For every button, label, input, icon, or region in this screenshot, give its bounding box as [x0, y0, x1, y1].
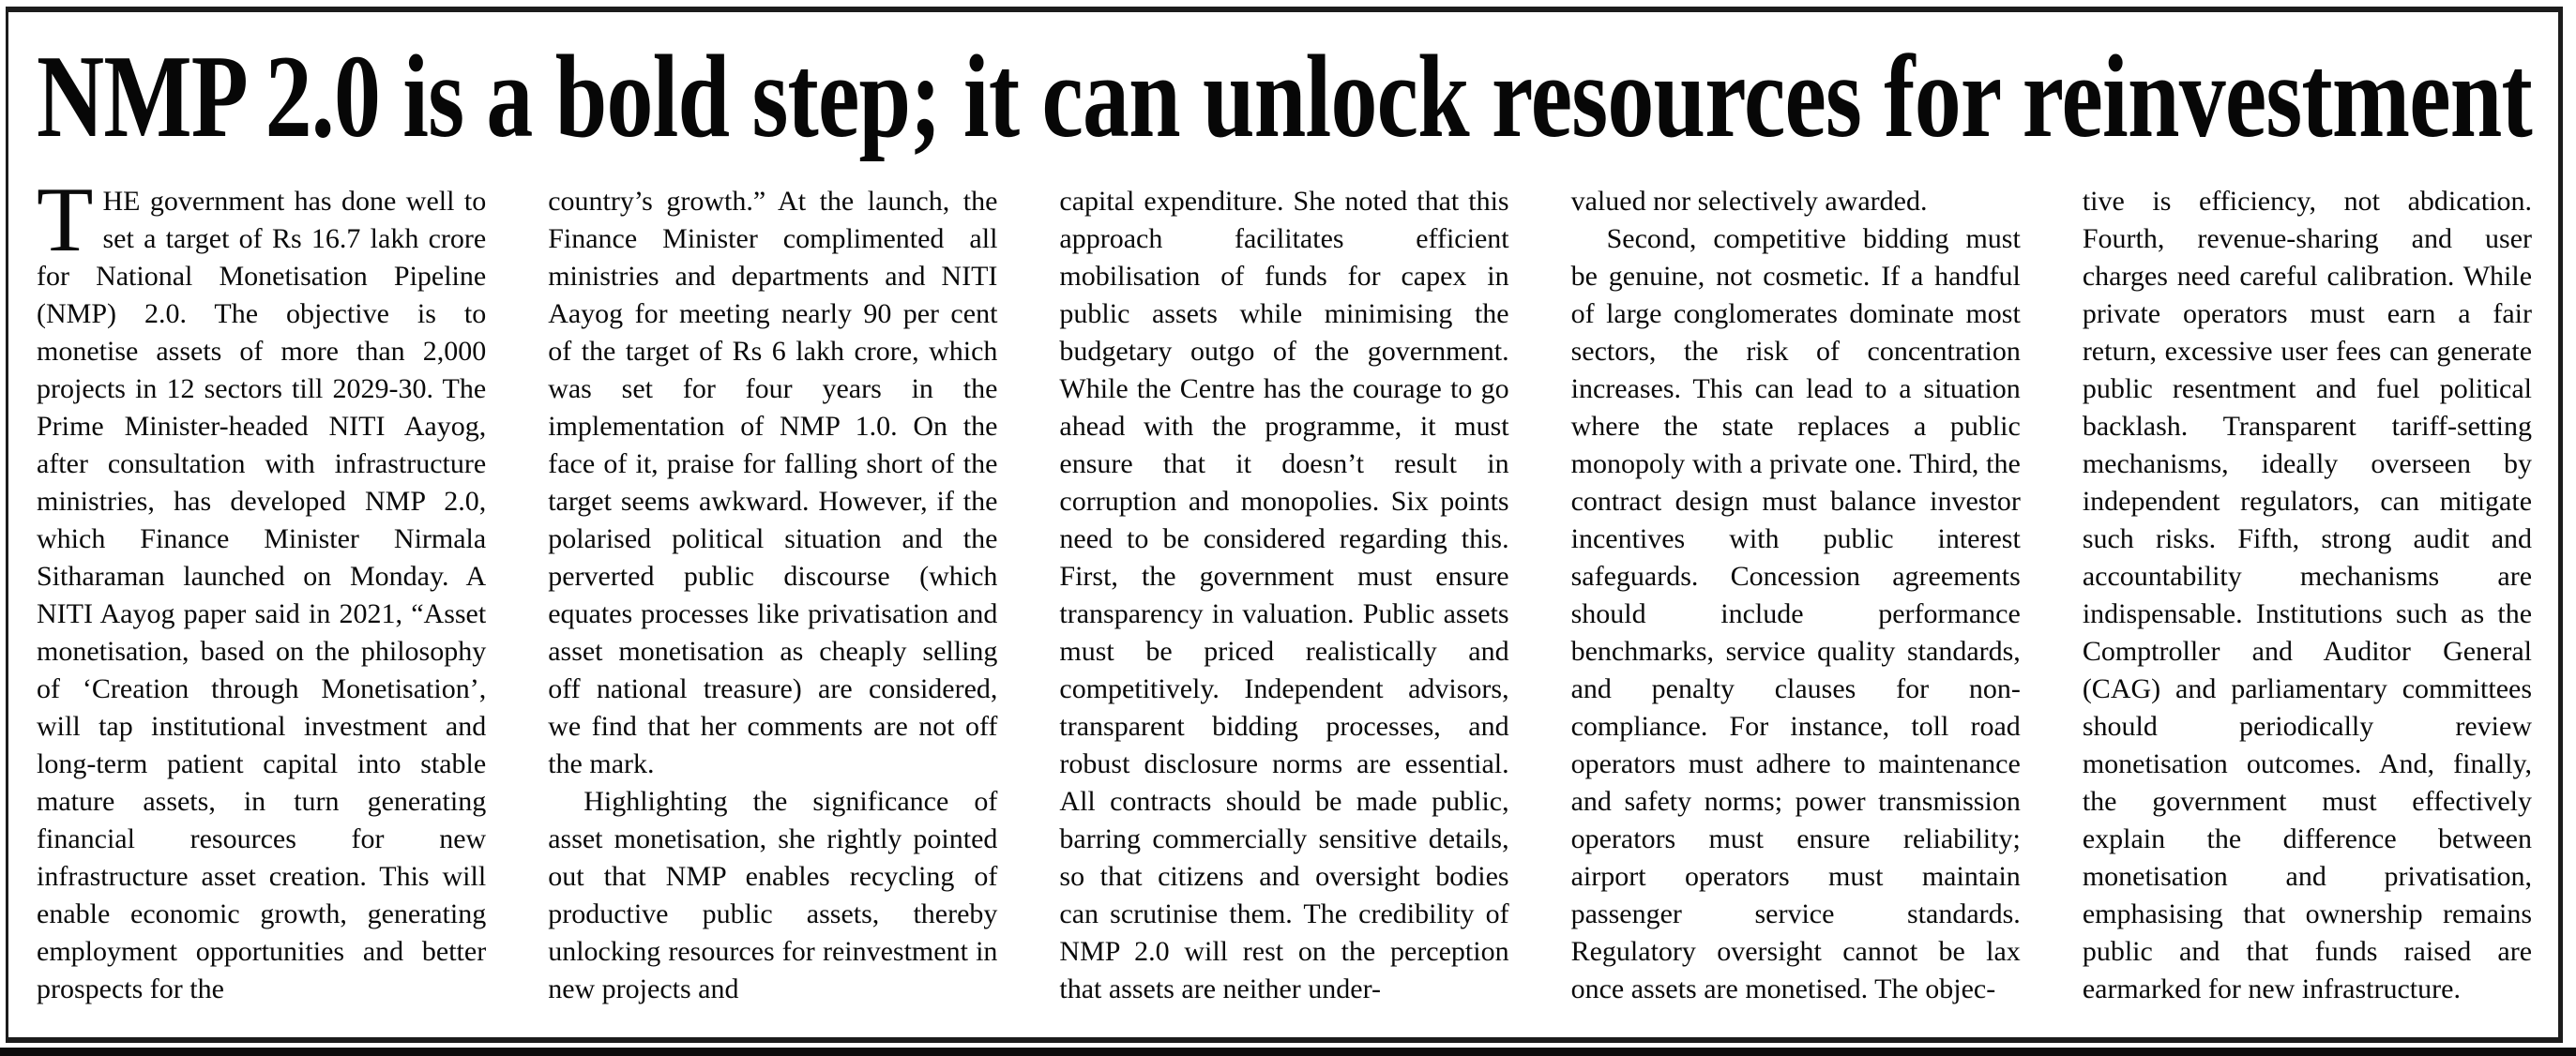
- paragraph: [2083, 183, 2532, 1008]
- paragraph-text: Second, competitive bidding must be genuine, not cosmetic. If a handful of large conglomerates dominate most sectors, the risk of concentration increases. This can lead to a situation where the state replaces a public monopoly with a private one. Third, the contract design must balance investor incentives with public interest safeguards. Concession agreements should include performance benchmarks, service quality standards, and penalty clauses for non-compliance. For instance, toll road operators must adhere to maintenance and safety norms; power transmission operators must ensure reliability; airport operators must maintain passenger service standards. Regulatory oversight cannot be lax once assets are monetised. The objec-: [1570, 223, 2021, 1004]
- paragraph: [548, 183, 997, 783]
- paragraph-text: country’s growth.” At the launch, the Finance Minister complimented all ministries and departments and NITI Aayog for meeting nearly 90 per cent of the target of Rs 6 lakh crore, which was set for four years in the implementation of NMP 1.0. On the face of it, praise for falling short of the target seems awkward. However, if the polarised political situation and the perverted public discourse (which equates processes like privatisation and asset monetisation as cheaply selling off national treasure) are considered, we find that her comments are not off the mark.: [548, 186, 998, 779]
- paragraph-text: capital expenditure. She noted that this approach facilitates efficient mobilisation of funds for capex in public assets while minimising the budgetary outgo of the government. While the Centre has the courage to go ahead with the programme, it must ensure that it doesn’t result in corruption and monopolies. Six points need to be considered regarding this. First, the government must ensure transparency in valuation. Public assets must be priced realistically and competitively. Independent advisors, transparent bidding processes, and robust disclosure norms are essential. All contracts should be made public, barring commercially sensitive details, so that citizens and oversight bodies can scrutinise them. The credibility of NMP 2.0 will rest on the perception that assets are neither under-: [1059, 186, 1509, 1004]
- paragraph: [1571, 183, 2021, 220]
- paragraph-text: HE government has done well to set a target of Rs 16.7 lakh crore for National Monetisation Pipeline (NMP) 2.0. The objective is to monetise assets of more than 2,000 projects in 12 sectors till 2029-30. The Prime Minister-headed NITI Aayog, after consultation with infrastructure ministries, has developed NMP 2.0, which Finance Minister Nirmala Sitharaman launched on Monday. A NITI Aayog paper said in 2021, “Asset monetisation, based on the philosophy of ‘Creation through Monetisation’, will tap institutional investment and long-term patient capital into stable mature assets, in turn generating financial resources for new infrastructure asset creation. This will enable economic growth, generating employment opportunities and better prospects for the: [37, 186, 487, 1004]
- text-column-4: [1571, 183, 2021, 1055]
- article-columns: [37, 183, 2532, 1055]
- paragraph: [1571, 220, 2021, 1008]
- article-page: [6, 7, 2563, 1043]
- paragraph-text: Highlighting the significance of asset monetisation, she rightly pointed out that NMP enables recycling of productive public assets, thereby unlocking resources for reinvestment in new projects and: [548, 786, 998, 1004]
- text-column-5: [2083, 183, 2532, 1055]
- paragraph-text: tive is efficiency, not abdication. Fourth, revenue-sharing and user charges need careful calibration. While private operators must earn a fair return, excessive user fees can generate public resentment and fuel political backlash. Transparent tariff-setting mechanisms, ideally overseen by independent regulators, can mitigate such risks. Fifth, strong audit and accountability mechanisms are indispensable. Institutions such as the Comptroller and Auditor General (CAG) and parliamentary committees should periodically review monetisation outcomes. And, finally, the government must effectively explain the difference between monetisation and privatisation, emphasising that ownership remains public and that funds raised are earmarked for new infrastructure.: [2082, 186, 2532, 1004]
- text-column-3: [1059, 183, 1508, 1055]
- article-title: [37, 27, 2532, 168]
- page-bottom-edge: [0, 1048, 2576, 1056]
- paragraph: [1059, 183, 1508, 1008]
- text-column-2: [548, 183, 997, 1055]
- paragraph: [548, 783, 997, 1008]
- drop-cap: T: [37, 183, 94, 271]
- paragraph-text: valued nor selectively awarded.: [1570, 186, 1928, 217]
- article-title-text: NMP 2.0 is a bold step; it can unlock resources for reinvestment: [37, 32, 2532, 162]
- text-column-1: [37, 183, 486, 1055]
- paragraph: [37, 183, 486, 1008]
- article-content: [8, 12, 2558, 1055]
